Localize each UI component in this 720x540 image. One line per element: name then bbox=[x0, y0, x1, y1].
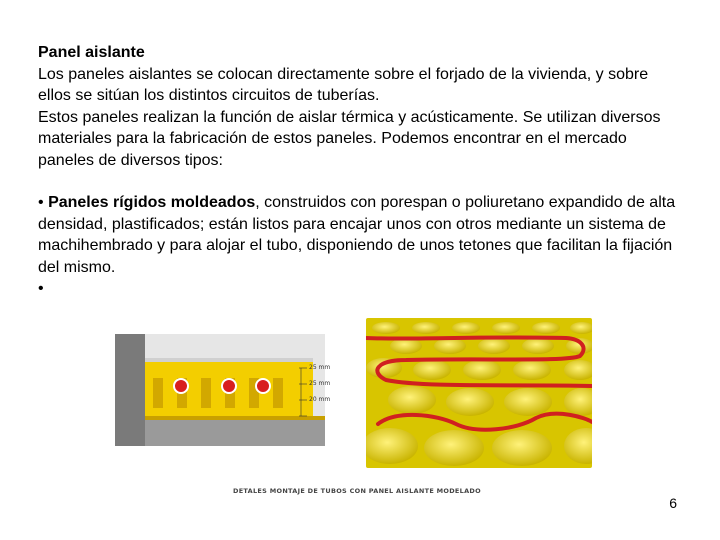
dimension-label: 25 mm bbox=[309, 364, 331, 371]
paragraph-1: Los paneles aislantes se colocan directamente sobre el forjado de la vivienda, y sobre ellos se sitúan los distintos circuitos de tuberías. bbox=[38, 65, 649, 104]
bullet-bold-term: Paneles rígidos moldeados bbox=[48, 194, 256, 211]
heading: Panel aislante bbox=[38, 44, 145, 61]
panel-section-diagram bbox=[115, 334, 325, 446]
content-block bbox=[38, 42, 678, 300]
bullet-item-1 bbox=[38, 192, 678, 278]
paragraph-2: Estos paneles realizan la función de aislar térmica y acústicamente. Se utilizan diversos materiales para la fabricación de estos paneles. Podemos encontrar en el mercado paneles de diversos tipos: bbox=[38, 108, 661, 169]
bullet-text: , construidos con porespan o poliuretano expandido de alta densidad, plastificados; están listos para encajar unos con otros mediante un sistema de machihembrado y para alojar el tubo, disponiendo de unos tetones que facilitan la fijación del mismo. bbox=[38, 194, 676, 276]
page-number: 6 bbox=[669, 495, 677, 511]
panel-photo bbox=[366, 318, 592, 468]
dimension-label: 25 mm bbox=[309, 380, 331, 387]
diagram-caption: DETALES MONTAJE DE TUBOS CON PANEL AISLANTE MODELADO bbox=[233, 487, 481, 495]
bullet-marker: • bbox=[38, 280, 44, 297]
bullet-item-2 bbox=[38, 278, 678, 300]
bullet-marker: • bbox=[38, 194, 44, 211]
dimension-label: 20 mm bbox=[309, 396, 331, 403]
